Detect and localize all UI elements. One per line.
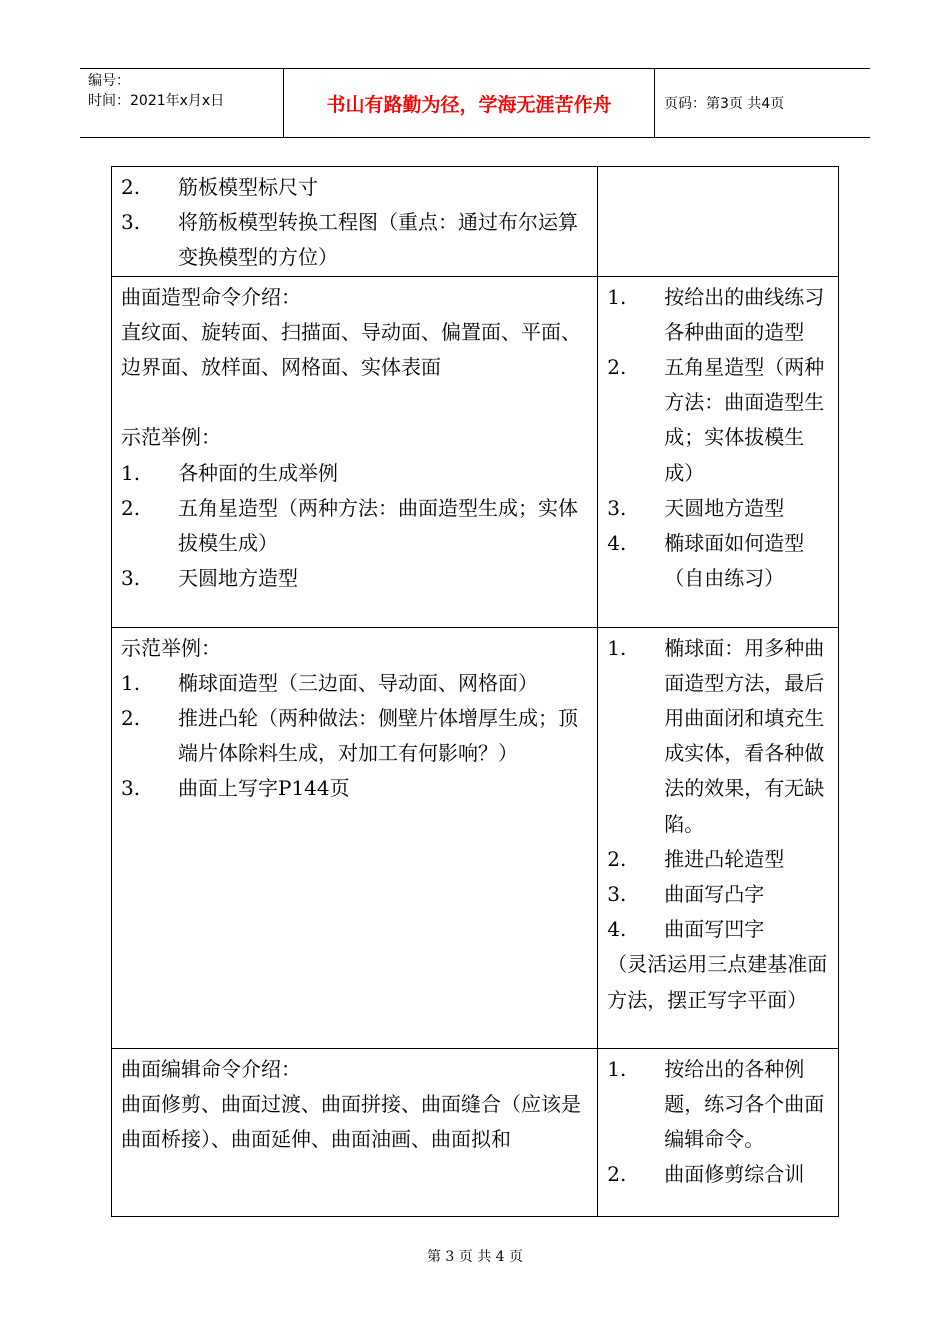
list-item [607,1157,829,1192]
item-number: 4. [607,917,627,942]
item-number: 3. [121,210,141,235]
section-subheading: 示范举例： [121,425,221,450]
item-number: 2. [607,355,627,380]
item-number: 3. [607,882,627,907]
practice-cell [598,167,839,277]
item-text: 将筋板模型转换工程图（重点：通过布尔运算变换模型的方位） [178,210,578,270]
item-text: 推进凸轮造型 [664,846,785,871]
section-heading: 示范举例： [121,635,221,660]
table-row [112,1048,839,1216]
item-text: 天圆地方造型 [178,566,298,591]
content-cell [112,627,598,1048]
practice-cell [598,276,839,627]
item-text: 五角星造型（两种方法：曲面造型生成；实体拔模生成） [178,495,578,556]
list-item [121,666,588,701]
list-item [607,491,829,526]
header-divider [654,69,655,137]
item-text: 按给出的曲线练习各种曲面的造型 [664,284,825,344]
practice-cell [598,627,839,1048]
spacer [121,385,588,420]
section-paragraph: 曲面修剪、曲面过渡、曲面拼接、曲面缝合（应该是曲面桥接）、曲面延伸、曲面油画、曲面拟和 [121,1091,581,1152]
page-info: 页码：第3页 共4页 [664,96,785,112]
number-label: 编号： [88,73,130,89]
page-footer: 第 3 页 共 4 页 [426,1249,524,1265]
item-number: 3. [121,776,141,801]
list-item [121,771,588,806]
table-row [112,627,839,1048]
item-number: 4. [607,531,627,556]
item-number: 1. [121,670,141,695]
list-item [607,877,829,912]
list-item [121,561,588,596]
item-text: 按给出的各种例题，练习各个曲面编辑命令。 [664,1056,825,1152]
content-cell [112,167,598,277]
item-number: 1. [607,1056,627,1081]
section-heading: 曲面造型命令介绍： [121,284,301,309]
item-number: 1. [121,460,141,485]
item-text: 曲面上写字P144页 [178,776,350,801]
section-paragraph: 直纹面、旋转面、扫描面、导动面、偏置面、平面、边界面、放样面、网格面、实体表面 [121,319,581,380]
item-text: 曲面写凸字 [664,882,765,907]
item-text: 椭球面如何造型（自由练习） [664,531,805,591]
item-number: 1. [607,284,627,309]
content-cell [112,276,598,627]
list-item [121,170,588,205]
item-text: 推进凸轮（两种做法：侧壁片体增厚生成；顶端片体除料生成，对加工有何影响？） [178,706,578,766]
item-text: 筋板模型标尺寸 [178,175,318,199]
list-item [607,842,829,877]
item-number: 2. [121,706,141,731]
list-item [607,350,829,491]
list-item [607,280,829,350]
list-item [121,205,588,275]
item-number: 1. [607,635,627,660]
header-meta [88,71,283,111]
item-text: 天圆地方造型 [664,495,785,520]
item-text: 曲面写凹字 [664,917,765,942]
list-item [607,1052,829,1158]
time-label: 时间：2021年x月x日 [88,93,225,109]
list-item [607,631,829,842]
item-number: 3. [607,495,627,520]
item-text: 椭球面：用多种曲面造型方法，最后用曲面闭和填充生成实体，看各种做法的效果，有无缺陷。 [664,635,825,836]
list-item [121,701,588,771]
list-item [607,526,829,596]
item-text: 五角星造型（两种方法：曲面造型生成；实体拔模生成） [664,355,825,485]
item-text: 椭球面造型（三边面、导动面、网格面） [178,670,538,695]
item-text: 各种面的生成举例 [178,460,338,485]
item-number: 2. [121,175,141,199]
table-row [112,167,839,277]
item-text: 曲面修剪综合训 [664,1162,805,1187]
motto: 书山有路勤为径，学海无涯苦作舟 [326,93,612,116]
section-heading: 曲面编辑命令介绍： [121,1056,301,1081]
table-row [112,276,839,627]
item-number: 3. [121,566,141,591]
item-number: 2. [607,1162,627,1187]
list-item [121,491,588,561]
item-number: 2. [121,495,141,520]
schedule-table [111,166,839,1217]
page-header [80,68,870,138]
list-item [121,456,588,491]
practice-cell [598,1048,839,1216]
content-cell [112,1048,598,1216]
list-item [607,912,829,947]
item-number: 2. [607,846,627,871]
practice-note: （灵活运用三点建基准面方法，摆正写字平面） [607,952,828,1012]
